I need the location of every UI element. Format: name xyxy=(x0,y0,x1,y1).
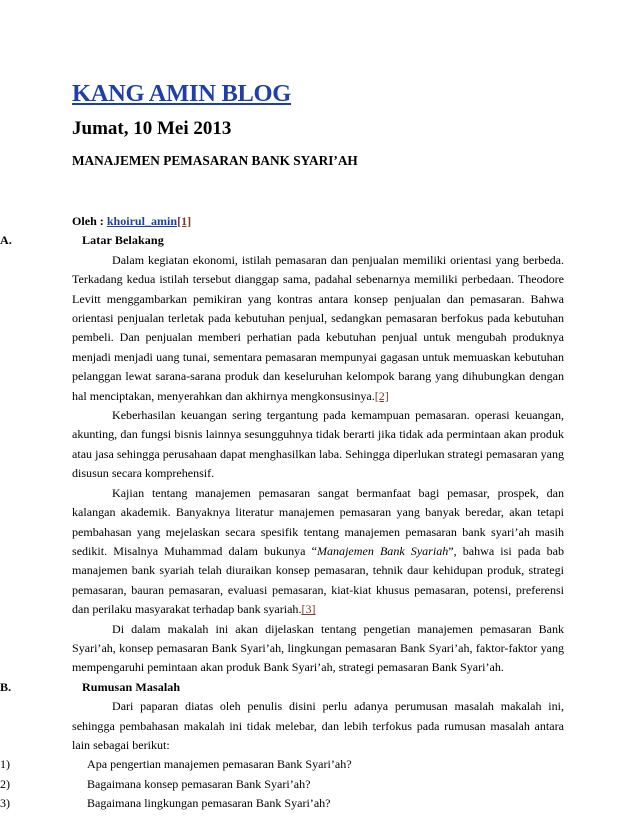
paragraph-b1 xyxy=(72,697,564,755)
paragraph-b1-text: Dari paparan diatas oleh penulis disini perlu adanya perumusan masalah makalah ini, sehingga pembahasan makalah ini tidak melebar, dan lebih terfokus pada rumusan masalah antara lain sebagai berikut: xyxy=(72,699,564,752)
paragraph-a1-text: Dalam kegiatan ekonomi, istilah pemasaran dan penjualan memiliki orientasi yang berbeda. Terkadang kedua istilah tersebut dianggap sama, padahal sebenarnya memiliki perbedaan. Theodore Levitt menggambarkan pemikiran yang kontras antara konsep penjualan dan pemasaran. Bahwa orientasi penjualan terletak pada kebutuhan penjual, sedangkan pemasaran berfokus pada kebutuhan pembeli. Dan penjualan memberi perhatian pada kebutuhan penjual untuk mengubah produknya menjadi menjadi uang tunai, sementara pemasaran mempunyai gagasan untuk memuaskan kebutuhan pelanggan lewat sarana-sarana produk dan keseluruhan kelompok barang yang dihubungkan dengan hal menciptakan, menyerahkan dan akhirnya mengkonsusinya. xyxy=(72,252,564,403)
list-item xyxy=(0,775,564,794)
footnote-ref-3[interactable]: [3] xyxy=(301,602,316,617)
post-body xyxy=(0,212,565,814)
paragraph-a3 xyxy=(72,484,564,620)
list-marker: 2) xyxy=(0,776,11,791)
book-title: Manajemen Bank Syariah xyxy=(316,543,449,558)
list-marker: 3) xyxy=(0,796,11,811)
list-item xyxy=(0,755,564,774)
paragraph-a1 xyxy=(72,251,564,406)
section-b-heading xyxy=(0,678,564,697)
section-a-heading xyxy=(0,231,564,250)
section-b-title: Rumusan Masalah xyxy=(82,679,181,694)
list-item-text: Apa pengertian manajemen pemasaran Bank Syari’ah? xyxy=(87,757,352,772)
section-a-title: Latar Belakang xyxy=(82,233,164,248)
post-date: Jumat, 10 Mei 2013 xyxy=(72,118,232,139)
list-marker: 1) xyxy=(0,757,11,772)
paragraph-a3-text-before: Kajian tentang manajemen pemasaran sangat bermanfaat bagi pemasar, prospek, dan kalangan akademik. Banyaknya literatur manajemen pemasaran yang banyak beredar, akan tetapi pembahasan yang mejelaskan secara spesifik tentang manajemen pemasaran bank syari’ah masih sedikit. Misalnya Muhammad dalam bukunya “ xyxy=(72,485,564,558)
paragraph-a2-text: Keberhasilan keuangan sering tergantung pada kemampuan pemasaran. operasi keuangan, akunting, dan fungsi bisnis lainnya sesungguhnya tidak berarti jika tidak ada permintaan akan produk atau jasa sehingga perusahaan dapat menghasilkan laba. Sehingga diperlukan strategi pemasaran yang disusun secara komprehensif. xyxy=(72,408,564,481)
author-link[interactable]: khoirul_amin xyxy=(106,214,178,228)
blog-title-link[interactable]: KANG AMIN BLOG xyxy=(72,80,292,107)
paragraph-a4-text: Di dalam makalah ini akan dijelaskan tentang pengetian manajemen pemasaran Bank Syari’ah, konsep pemasaran Bank Syari’ah, lingkungan pemasaran Bank Syari’ah, faktor-faktor yang mempengaruhi pemintaan akan produk Bank Syari’ah, strategi pemasaran Bank Syari’ah. xyxy=(72,621,564,675)
post-title: MANAJEMEN PEMASARAN BANK SYARI’AH xyxy=(72,153,358,168)
section-a-marker: A. xyxy=(0,233,12,248)
footnote-ref-1[interactable]: [1] xyxy=(177,214,192,228)
footnote-ref-2[interactable]: [2] xyxy=(374,388,389,403)
paragraph-a3-text-after: ”, bahwa isi pada bab manajemen bank syariah telah diuraikan konsep pemasaran, tehnik daur kehidupan produk, strategi pemasaran, bauran pemasaran, evaluasi pemasaran, kiat-kiat khusus pemasaran, potensi, preferensi dan perilaku masyarakat terhadap bank syariah. xyxy=(72,543,565,617)
section-b-marker: B. xyxy=(0,679,12,694)
paragraph-a2 xyxy=(72,406,564,484)
byline xyxy=(72,212,564,231)
list-item-text: Bagaimana lingkungan pemasaran Bank Syari’ah? xyxy=(87,796,331,811)
byline-prefix: Oleh : xyxy=(72,214,107,228)
list-item xyxy=(0,794,564,813)
paragraph-a4 xyxy=(72,620,564,678)
list-item-text: Bagaimana konsep pemasaran Bank Syari’ah? xyxy=(87,776,311,791)
